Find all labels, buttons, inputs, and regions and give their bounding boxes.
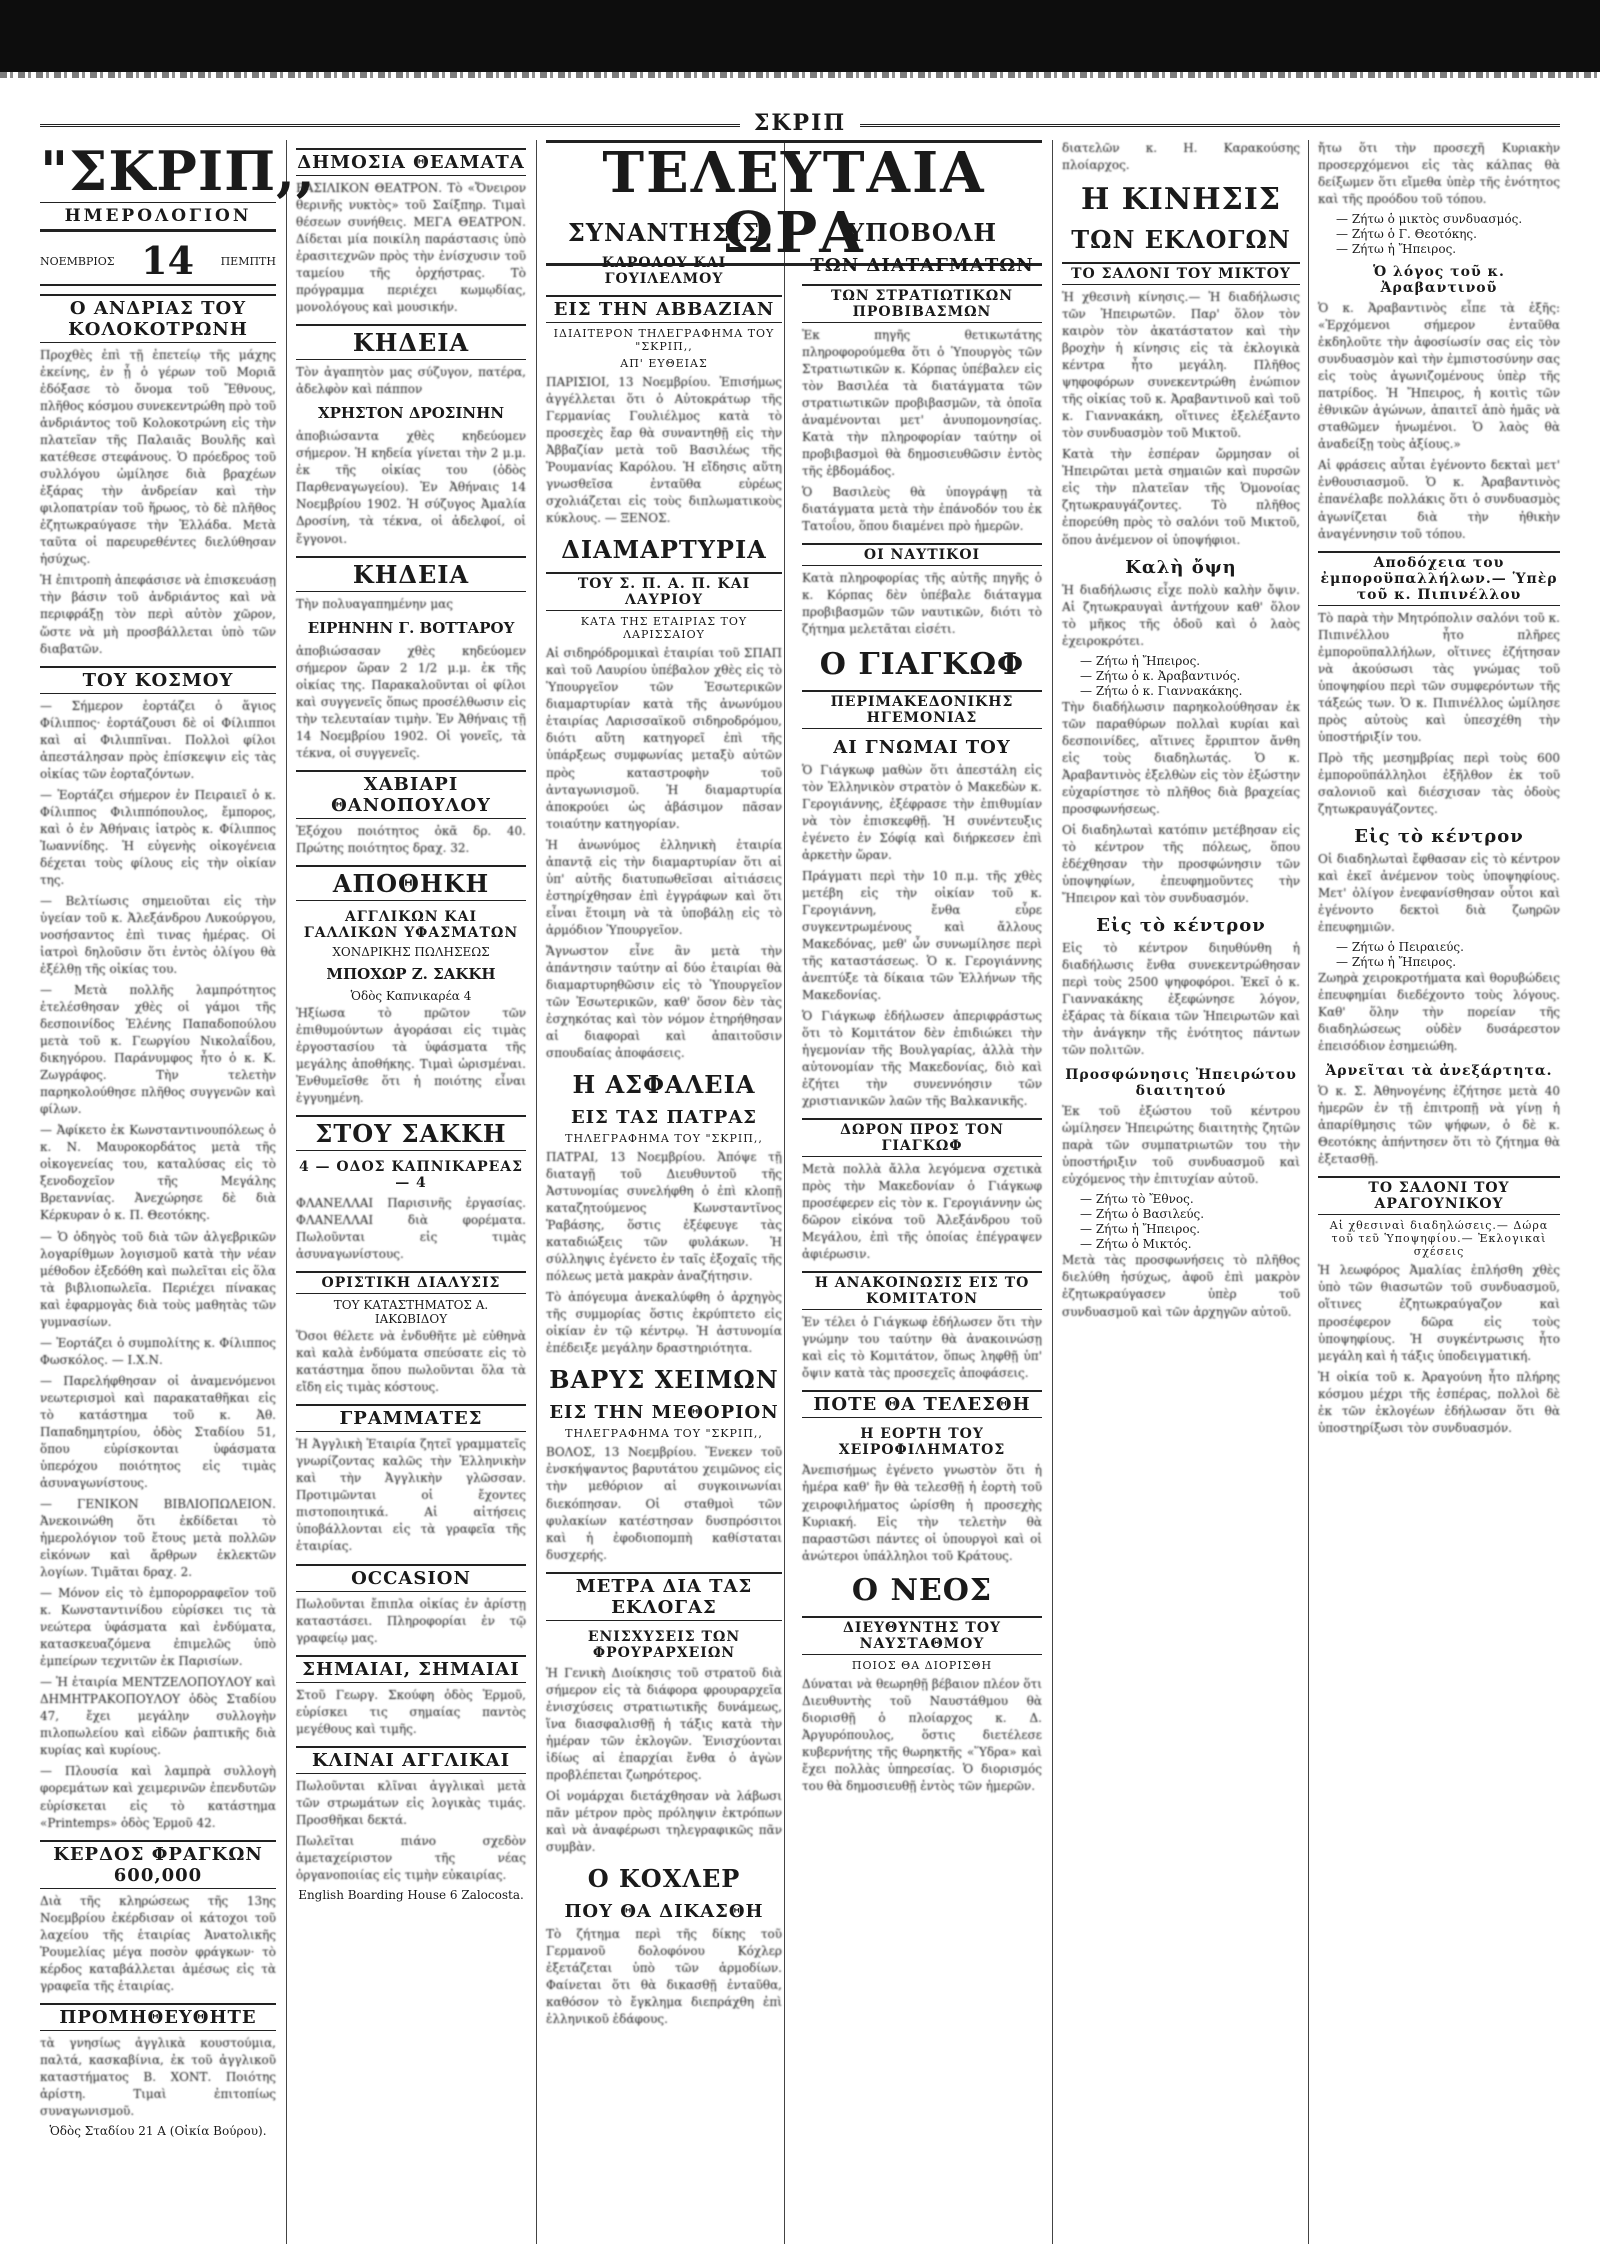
headline-o-neos: Ο ΝΕΟΣ	[851, 1572, 993, 1608]
article-body: τὰ γνησίως ἀγγλικὰ κουστούμια, παλτά, κασκαβίνια, ἐκ τοῦ ἀγγλικοῦ καταστήματος Β. ΧΟΝΤ. Ποιότης ἀρίστη. Τιμαὶ ἐπιτοπίως συναγωνισμοῦ.	[40, 2035, 276, 2118]
headline-kali-opsi: Καλὴ ὄψη	[1125, 556, 1237, 578]
article-body: Πωλεῖται πιάνο σχεδὸν ἀμεταχείριστον τῆς νέας ὀργανοποιίας εἰς τιμὴν εὐκαιρίας.	[296, 1833, 526, 1882]
article-body: Αἱ φράσεις αὗται ἐγένοντο δεκταὶ μετ' ἐνθουσιασμοῦ. Ὁ κ. Ἀραβαντινὸς ἐπανέλαβε πολλάκις ὅτι ὁ συνδυασμὸς ἀγωνίζεται διὰ τὴν ἠθικὴν ἀναγέννησιν τοῦ τόπου.	[1318, 458, 1560, 541]
cheer-line: — Ζήτω ὁ Γ. Θεοτόκης.	[1336, 227, 1477, 242]
column-rule	[1308, 140, 1309, 2244]
headline-saloni-miktou: ΤΟ ΣΑΛΟΝΙ ΤΟΥ ΜΙΚΤΟΥ	[1062, 262, 1300, 285]
article-body: Ὁ Γιάγκωφ ἐδήλωσεν ἀπεριφράστως ὅτι τὸ Κομιτάτον δὲν ἐπιδιώκει τὴν ἡγεμονίαν τῆς Βουλγαρίας, ἀλλὰ τὴν αὐτονομίαν τῆς Μακεδονίας, διὸ καὶ ἐζήτει τὴν συνεννόησιν τῶν χριστιανικῶν λαῶν τῆς Βαλκανικῆς.	[802, 1008, 1042, 1109]
headline-poios: ΠΟΙΟΣ ΘΑ ΔΙΟΡΙΣΘΗ	[851, 1658, 993, 1672]
article-body: Τὴν πολυαγαπημένην μας	[296, 596, 454, 611]
headline-larissaiou: ΚΑΤΑ ΤΗΣ ΕΤΑΙΡΙΑΣ ΤΟΥ ΛΑΡΙΣΣΑΙΟΥ	[580, 615, 748, 642]
article-body: Οἱ διαδηλωταὶ κατόπιν μετέβησαν εἰς τὸ κέντρον τῆς πόλεως, ὅπου ἐδέχθησαν τὴν προσφώνησιν τῶν ὑποψηφίων, ἐπευφημοῦντες τὴν Ἤπειρον καὶ τὸν συνδυασμόν.	[1062, 822, 1300, 905]
headline-nautikoi: ΟΙ ΝΑΥΤΙΚΟΙ	[802, 543, 1042, 566]
advert-address: English Boarding House 6 Zalocosta.	[298, 1887, 524, 1902]
headline-kideia-2: ΚΗΔΕΙΑ	[296, 556, 526, 592]
column-3	[546, 140, 1042, 2244]
article-body: — Μόνον εἰς τὸ ἐμπορορραφεῖον τοῦ κ. Κωνσταντινίδου εὑρίσκει τις τὰ νεώτερα ὑφάσματα καὶ ἐνδύματα, κατασκευαζόμενα ἐπιμελῶς ὑπὸ ἐμπείρων τεχνιτῶν ἐκ Παρισίων.	[40, 1586, 276, 1669]
headline-kideia-1: ΚΗΔΕΙΑ	[296, 324, 526, 360]
dateline-day-number: 14	[141, 238, 195, 283]
article-body: Μετὰ πολλὰ ἄλλα λεγόμενα σχετικὰ πρὸς τὴν Μακεδονίαν ὁ Γιάγκωφ προσέφερεν εἰς τὸν κ. Γερογιάννην ὡς δῶρον εἰκόνα τοῦ Ἀλεξάνδρου τοῦ Μεγάλου, ἐπὶ τῆς ὁποίας ἐπέγραψεν ἀφιέρωσιν.	[802, 1162, 1042, 1262]
article-body: — Βελτίωσις σημειοῦται εἰς τὴν ὑγείαν τοῦ κ. Ἀλεξάνδρου Λυκούργου, νοσήσαντος ἐπὶ τινας ἡμέρας. Οἱ ἰατροὶ δηλοῦσιν ὅτι ἐντὸς ὀλίγου θὰ ἐξέλθῃ τῆς οἰκίας του.	[40, 893, 276, 977]
article-body: Προχθὲς ἐπὶ τῇ ἐπετείῳ τῆς μάχης ἐκείνης, ἐν ᾗ ὁ γέρων τοῦ Μοριᾶ ἐδόξασε τὸ ὄνομα τοῦ Ἔθνους, πλῆθος κόσμου συνεκεντρώθη πρὸ τοῦ ἀνδριάντος τοῦ Κολοκοτρώνη εἰς τὴν πλατεῖαν τῆς Παλαιᾶς Βουλῆς καὶ κατέθεσε στεφάνους. Ὁ πρόεδρος τοῦ συλλόγου ὡμίλησε διὰ βραχέων ἐξάρας τὴν ἀνδρείαν καὶ τὴν φιλοπατρίαν τοῦ ἥρωος, τὸ δὲ πλῆθος ἐζητωκραύγασε τὴν Ἑλλάδα. Μετὰ ταῦτα οἱ παρευρεθέντες διελύθησαν ἡσύχως.	[40, 348, 276, 567]
article-body: — Ἀφίκετο ἐκ Κωνσταντινουπόλεως ὁ κ. Ν. Μαυροκορδάτος μετὰ τῆς οἰκογενείας του, καταλύσας εἰς τὸ ξενοδοχεῖον τῆς Μεγάλης Βρεταννίας. Ἀνεχώρησε δὲ διὰ Κέρκυραν ὁ κ. Π. Θεοτόκης.	[40, 1123, 276, 1223]
running-header-title: ΣΚΡΙΠ	[740, 110, 860, 136]
headline-doron: ΔΩΡΟΝ ΠΡΟΣ ΤΟΝ ΓΙΑΓΚΩΦ	[802, 1118, 1042, 1157]
headline-apothiki: ΑΠΟΘΗΚΗ	[296, 865, 526, 901]
article-body: Τὸ ἀπόγευμα ἀνεκαλύφθη ὁ ἀρχηγὸς τῆς συμμορίας ὅστις ἐκρύπτετο εἰς οἰκίαν ἐν τῷ κέντρῳ. Ἡ ἀστυνομία ἐπέδειξε μεγάλην δραστηριότητα.	[546, 1290, 782, 1356]
headline-chthesinai: Αἱ χθεσιναὶ διαδηλώσεις.— Δώρα τοῦ τεῦ Ὑποψηφίου.— Ἐκλογικαὶ σχέσεις	[1329, 1219, 1549, 1259]
article-body: Ἡ Ἀγγλικὴ Ἑταιρία ζητεῖ γραμματεῖς γνωρίζοντας καλῶς τὴν Ἑλληνικὴν καὶ τὴν Ἀγγλικὴν γλῶσσαν. Προτιμῶνται οἱ ἔχοντες πιστοποιητικά. Αἱ αἰτήσεις ὑποβάλλονται εἰς τὰ γραφεῖα τῆς ἑταιρίας.	[296, 1437, 526, 1554]
deceased-name-2: ΕΙΡΗΝΗΝ Γ. ΒΟΤΤΑΡΟΥ	[307, 618, 515, 637]
headline-kinisis: Η ΚΙΝΗΣΙΣ	[1080, 182, 1282, 218]
masthead-title: "ΣΚΡΙΠ,,	[40, 139, 316, 203]
headline-giagkof: Ο ΓΙΑΓΚΩΦ	[819, 646, 1025, 682]
article-body: — Σήμερον ἑορτάζει ὁ ἅγιος Φίλιππος· ἑορτάζουσι δὲ οἱ Φίλιπποι καὶ αἱ Φιλιππῖναι. Πολλοὶ φίλοι ἀπεστάλησαν πρὸς ἐπίσκεψιν εἰς τὰς οἰκίας τῶν ἑορταζόντων.	[40, 698, 276, 781]
headline-synantisis: ΣΥΝΑΝΤΗΣΙΣ	[567, 218, 761, 247]
headline-tou-kosmou: ΤΟΥ ΚΟΣΜΟΥ	[40, 666, 276, 694]
article-body: Ἡ ἐπιτροπὴ ἀπεφάσισε νὰ ἐπισκευάσῃ τὴν βάσιν τοῦ ἀνδριάντος καὶ νὰ περιφράξῃ τὸν περὶ αὐτὸν χῶρον, ὥστε νὰ μὴ προσβάλλεται ὑπὸ τῶν διαβατῶν.	[40, 573, 276, 656]
article-body: — Μετὰ πολλῆς λαμπρότητος ἐτελέσθησαν χθὲς οἱ γάμοι τῆς δεσποινίδος Ἑλένης Παπαδοπούλου μετὰ τοῦ κ. Γεωργίου Νικολαΐδου, δικηγόρου. Παράνυμφος ἦτο ὁ κ. Κ. Ζωγράφος. Τὴν τελετὴν παρηκολούθησε πλῆθος συγγενῶν καὶ φίλων.	[40, 983, 276, 1117]
article-body: ἤτω ὅτι τὴν προσεχῆ Κυριακὴν προσερχόμενοι εἰς τὰς κάλπας θὰ δείξωμεν ὅτι εἴμεθα ὑπὲρ τῆς ἑνότητος καὶ τῆς προόδου τοῦ τόπου.	[1318, 141, 1560, 207]
article-body: Ὁ κ. Σ. Ἀθηνογένης ἐζήτησε μετὰ 40 ἡμερῶν ἐν τῇ ἐπιτροπῇ νὰ γίνῃ ἡ ἀπαρίθμησις τῶν ψήφων, ὁ δὲ κ. Θεοτόκης ἀπήντησεν ὅτι τὸ ζήτημα θὰ ἐξετασθῇ.	[1318, 1084, 1560, 1167]
headline-pou-tha-dikasthi: ΠΟΥ ΘΑ ΔΙΚΑΣΘΗ	[564, 1900, 764, 1922]
column-rule	[536, 140, 537, 2244]
article-body: Δύναται νὰ θεωρηθῇ βέβαιον πλέον ὅτι Διευθυντὴς τοῦ Ναυστάθμου θὰ διορισθῇ ὁ πλοίαρχος κ. Δ. Ἀργυρόπουλος, ὅστις διετέλεσε κυβερνήτης τῆς θωρηκτῆς «Ὕδρα» καὶ ἔχει πολλὰς ὑπηρεσίας. Ὁ διορισμός του θὰ δημοσιευθῇ ἐντὸς τῶν ἡμερῶν.	[802, 1676, 1042, 1793]
cheer-line: — Ζήτω ἡ Ἤπειρος.	[1336, 242, 1457, 257]
headline-eis-to-kentron: Εἰς τὸ κέντρον	[1096, 915, 1266, 937]
dateline-month: ΝΟΕΜΒΡΙΟΣ	[40, 254, 115, 268]
column-5	[1062, 140, 1300, 2244]
cheer-line: — Ζήτω τὸ Ἔθνος.	[1080, 1192, 1194, 1207]
telegram-credit-2: ΑΠ' ΕΥΘΕΙΑΣ	[620, 357, 708, 370]
article-body: Πωλοῦνται κλῖναι ἀγγλικαὶ μετὰ τῶν στρωμάτων εἰς λογικὰς τιμάς. Προσθῆκαι δεκτά.	[296, 1778, 526, 1827]
article-body: Ἡ διαδήλωσις εἶχε πολὺ καλὴν ὄψιν. Αἱ ζητωκραυγαὶ ἀντήχουν καθ' ὅλον τὸ μῆκος τῆς ὁδοῦ καὶ ὁ λαὸς ἐχειροκρότει.	[1062, 582, 1300, 648]
cheer-line: — Ζήτω ἡ Ἤπειρος.	[1080, 653, 1201, 668]
calendar-heading: ΗΜΕΡΟΛΟΓΙΟΝ	[40, 202, 276, 230]
cheer-line: — Ζήτω ἡ Ἤπειρος.	[1080, 1222, 1201, 1237]
headline-naustathmou: ΔΙΕΥΘΥΝΤΗΣ ΤΟΥ ΝΑΥΣΤΑΘΜΟΥ	[802, 1616, 1042, 1655]
headline-diatagmaton: ΤΩΝ ΔΙΑΤΑΓΜΑΤΩΝ	[810, 255, 1034, 276]
article-body: Ὁ Βασιλεὺς θὰ ὑπογράψῃ τὰ διατάγματα μετὰ τὴν ἐπάνοδόν του ἐκ Τατοΐου, ὅπου διαμένει πρὸ ἡμερῶν.	[802, 485, 1042, 534]
cheer-line: — Ζήτω ἡ Ἤπειρος.	[1336, 955, 1457, 970]
advert-address-banner: 4 — ΟΔΟΣ ΚΑΠΝΙΚΑΡΕΑΣ — 4	[298, 1159, 524, 1192]
article-body: Εἰς τὸ κέντρον διηυθύνθη ἡ διαδήλωσις ἔνθα συνεκεντρώθησαν περὶ τοὺς 2500 ψηφοφόροι. Ἐκεῖ ὁ κ. Γιαννακάκης ἐξεφώνησε λόγον, ἐξάρας τὰ δίκαια τῶν Ἠπειρωτῶν καὶ τὴν ἀνάγκην τῆς ἑνότητος πάντων τῶν πολιτῶν.	[1062, 941, 1300, 1058]
article-body: Ἡ οἰκία τοῦ κ. Ἀραγούνη ἦτο πλήρης κόσμου μέχρι τῆς ἑσπέρας, πολλοὶ δὲ ἐκ τῶν ἐκλογέων ἐδήλωσαν ὅτι θὰ ὑποστηρίξωσι τὸν συνδυασμόν.	[1318, 1369, 1560, 1435]
article-body: Πρὸ τῆς μεσημβρίας περὶ τοὺς 600 ἐμποροϋπάλληλοι ἐξῆλθον ἐκ τοῦ σαλονιοῦ καὶ διέσχισαν τὰς ὁδοὺς ζητωκραυγάζοντες.	[1318, 750, 1560, 816]
headline-apodocheia: Αποδόχεια του ἐμποροϋπαλλήλων.— Ὑπὲρ τοῦ κ. Πιπινέλλου	[1318, 551, 1560, 606]
cheer-line: — Ζήτω ὁ Μικτός.	[1080, 1237, 1192, 1252]
article-body: — Ἡ ἑταιρία ΜΕΝΤΖΕΛΟΠΟΥΛΟΥ καὶ ΔΗΜΗΤΡΑΚΟΠΟΥΛΟΥ ὁδὸς Σταδίου 47, ἔχει μεγάλην συλλογὴν πιλοπωλείου καὶ εἰδῶν ῥαπτικῆς διὰ κυρίας καὶ κυρίους.	[40, 1675, 276, 1758]
headline-simaiai: ΣΗΜΑΙΑΙ, ΣΗΜΑΙΑΙ	[296, 1655, 526, 1683]
advert-address: Ὁδὸς Σταδίου 21 Α (Οἰκία Βούρου).	[49, 2123, 267, 2138]
cheer-line: — Ζήτω ὁ Πειραιεύς.	[1336, 940, 1464, 955]
article-body: Διὰ τῆς κληρώσεως τῆς 13ης Νοεμβρίου ἐκέρδισαν οἱ κάτοχοι τοῦ λαχείου τῆς ἑταιρίας Ἀνατολικῆς Ῥουμελίας μέγα ποσὸν φράγκων· τὸ κέρδος καταβάλλεται ἀμέσως εἰς τὰ γραφεῖα τῆς ἑταιρίας.	[40, 1893, 276, 1993]
cheer-line: — Ζήτω ὁ μικτὸς συνδυασμός.	[1336, 212, 1523, 227]
article-body: ἀποβιώσαντα χθὲς κηδεύομεν σήμερον. Ἡ κηδεία γίνεται τὴν 2 μ.μ. ἐκ τῆς οἰκίας του (ὁδὸς Παρθεναγωγείου). Ἐν Ἀθήναις 14 Νοεμβρίου 1902. Ἡ σύζυγος Ἀμαλία Δροσίνη, τὰ τέκνα, οἱ ἀδελφοί, οἱ ἔγγονοι.	[296, 429, 526, 546]
article-body: Αἱ σιδηρόδρομικαὶ ἑταιρίαι τοῦ ΣΠΑΠ καὶ τοῦ Λαυρίου ὑπέβαλον χθὲς εἰς τὸ Ὑπουργεῖον τῶν Ἐσωτερικῶν διαμαρτυρίαν κατὰ τῆς ἀνωνύμου ἑταιρίας Λαρισσαϊκοῦ σιδηροδρόμου, διότι αὕτη κατηγορεῖ ἐπὶ τῆς ὑπάρξεως συμφωνίας μεταξὺ αὐτῶν πρὸς καταστροφὴν τοῦ ἀνταγωνισμοῦ. Ἡ διαμαρτυρία ἀποκρούει ὡς ἀβάσιμον πᾶσαν τοιαύτην κατηγορίαν.	[546, 646, 782, 831]
advert-line: ΤΟΥ ΚΑΤΑΣΤΗΜΑΤΟΣ Α. ΙΑΚΩΒΙΔΟΥ	[333, 1298, 489, 1327]
dateline	[40, 238, 276, 286]
article-body: Ἄγνωστον εἶνε ἂν μετὰ τὴν ἀπάντησιν ταύτην αἱ δύο ἑταιρίαι θὰ διαμαρτυρηθῶσιν εἰς τὸ Ὑπουργεῖον τῶν Ἐσωτερικῶν, καθ' ὅσον δὲν τὰς ἐσχηκότας καὶ τὸν νόμον ἐτηρήθησαν αἱ διαφοραὶ καὶ ἀπαιτοῦσιν σπουδαίας ἀποφάσεις.	[546, 943, 782, 1060]
advert-merchant: ΜΠΟΧΩΡ Ζ. ΣΑΚΚΗ	[326, 964, 496, 983]
deceased-name-1: ΧΡΗΣΤΟΝ ΔΡΟΣΙΝΗΝ	[317, 404, 505, 423]
headline-varys-cheimon: ΒΑΡΥΣ ΧΕΙΜΩΝ	[549, 1365, 779, 1395]
article-body: Μετὰ τὰς προσφωνήσεις τὸ πλῆθος διελύθη ἡσύχως, ἀφοῦ ἐπὶ μακρὸν ἐζητωκραύγασεν ὑπὲρ τοῦ συνδυασμοῦ καὶ τῶν ἀρχηγῶν αὐτοῦ.	[1062, 1253, 1300, 1319]
article-body: Ζωηρὰ χειροκροτήματα καὶ θορυβώδεις ἐπευφημίαι διεδέχοντο τοὺς λόγους. Καθ' ὅλην τὴν πορείαν τῆς διαδηλώσεως οὐδὲν δυσάρεστον ἐπεισόδιον ἐσημειώθη.	[1318, 971, 1560, 1054]
advert-address: Ὁδὸς Καπνικαρέα 4	[350, 988, 472, 1003]
headline-kerdos-fragkon: ΚΕΡΔΟΣ ΦΡΑΓΚΩΝ 600,000	[40, 1840, 276, 1889]
headline-asfaleia: Η ΑΣΦΑΛΕΙΑ	[572, 1070, 756, 1100]
headline-saloni-aragouni: ΤΟ ΣΑΛΟΝΙ ΤΟΥ ΑΡΑΓΟΥΝΙΚΟΥ	[1318, 1176, 1560, 1215]
dateline-weekday: ΠΕΜΠΤΗ	[220, 254, 276, 268]
article-body: Ἐκ τοῦ ἐξώστου τοῦ κέντρου ὡμίλησεν Ἠπειρώτης διαιτητὴς ζητῶν παρὰ τῶν συμπατριωτῶν του τὴν ὑποστήριξιν τοῦ συνδυασμοῦ καὶ εὐχόμενος τὴν ἐπιτυχίαν αὐτοῦ.	[1062, 1104, 1300, 1187]
headline-oristiki-dialysis: ΟΡΙΣΤΙΚΗ ΔΙΑΛΥΣΙΣ	[296, 1271, 526, 1294]
column-1	[40, 139, 316, 2244]
article-body: Ἐν τέλει ὁ Γιάγκωφ ἐδήλωσεν ὅτι τὴν γνώμην του ταύτην θὰ ἀνακοινώσῃ καὶ εἰς τὸ Κομιτάτον, ὅπως ληφθῇ ὑπ' ὄψιν κατὰ τὰς προσεχεῖς ἀποφάσεις.	[802, 1315, 1042, 1381]
article-body: Ἐκ πηγῆς θετικωτάτης πληροφορούμεθα ὅτι ὁ Ὑπουργὸς τῶν Στρατιωτικῶν κ. Κόρπας ὑπέβαλεν εἰς τὸν Βασιλέα τὰ διατάγματα τῶν στρατιωτικῶν προβιβασμῶν, τὰ ὁποῖα ἀναμένονται μετ' ἀνυπομονησίας. Κατὰ τὴν πληροφορίαν ταύτην οἱ προβιβασμοὶ θὰ δημοσιευθῶσιν ἐντὸς τῆς ἑβδομάδος.	[802, 328, 1042, 479]
article-body: Τὸν ἀγαπητὸν μας σύζυγον, πατέρα, ἀδελφὸν καὶ πάππον	[296, 365, 526, 397]
scan-edge-noise	[0, 72, 1600, 78]
column-6	[1318, 140, 1560, 2244]
cheer-line: — Ζήτω ὁ Βασιλεύς.	[1080, 1207, 1205, 1222]
article-body: ΒΟΛΟΣ, 13 Νοεμβρίου. Ἕνεκεν τοῦ ἐνσκήψαντος βαρυτάτου χειμῶνος εἰς τὴν μεθόριον αἱ συγκοινωνίαι διεκόπησαν. Οἱ σταθμοὶ τῶν φυλακίων κατέστησαν δυσπρόσιτοι καὶ ἡ ἐφοδιοπομπὴ καθίσταται δυσχερής.	[546, 1445, 782, 1562]
column-rule	[286, 140, 287, 2244]
headline-frourarcheion: ΕΝΙΣΧΥΣΕΙΣ ΤΩΝ ΦΡΟΥΡΑΡΧΕΙΩΝ	[587, 1628, 741, 1661]
article-body: — Πλουσία καὶ λαμπρὰ συλλογὴ φορεμάτων καὶ χειμερινῶν ἐπενδυτῶν εὑρίσκεται εἰς τὸ κατάστημα «Printemps» ὁδὸς Ἑρμοῦ 42.	[40, 1764, 276, 1830]
headline-ypovoli: ΥΠΟΒΟΛΗ	[846, 218, 998, 247]
headline-eklogon: ΤΩΝ ΕΚΛΟΓΩΝ	[1071, 225, 1291, 255]
headline-pote-tha-telesthi: ΠΟΤΕ ΘΑ ΤΕΛΕΣΘΗ	[802, 1390, 1042, 1418]
article-body: — Παρελήφθησαν οἱ ἀναμενόμενοι νεωτερισμοὶ καὶ παρακαταθῆκαι εἰς τὸ κατάστημα τοῦ κ. Ἀθ. Παπαδημητρίου, ὁδὸς Σταδίου 51, ὅπου εὑρίσκονται ὑφάσματα ὑπερόχου ποιότητος εἰς τιμὰς ἀσυναγωνίστους.	[40, 1373, 276, 1490]
article-body: Ὁ Γιάγκωφ μαθὼν ὅτι ἀπεστάλη εἰς τὸν Ἑλληνικὸν στρατὸν ὁ Μακεδὼν κ. Γερογιάννης, ἐξέφρασε τὴν ἐπιθυμίαν νὰ τὸν ἐπισκεφθῇ. Ἡ συνέντευξις ἐγένετο ἐν Σόφίᾳ καὶ διήρκεσεν ἐπὶ ἀρκετὴν ὥραν.	[802, 762, 1042, 862]
column-4	[802, 210, 1042, 1799]
headline-igemonias: ΠΕΡΙΜΑΚΕΔΟΝΙΚΗΣ ΗΓΕΜΟΝΙΑΣ	[802, 690, 1042, 729]
column-3a	[546, 210, 782, 2032]
headline-provivasmon: ΤΩΝ ΣΤΡΑΤΙΩΤΙΚΩΝ ΠΡΟΒΙΒΑΣΜΩΝ	[802, 284, 1042, 323]
headline-gnomai: ΑΙ ΓΝΩΜΑΙ ΤΟΥ	[833, 736, 1011, 758]
article-body: Ἐξόχου ποιότητος ὀκᾶ δρ. 40. Πρώτης ποιότητος δραχ. 32.	[296, 823, 526, 855]
article-body: Ἡ ἀνωνύμος ἑλληνικὴ ἑταιρία ἀπαντᾷ εἰς τὴν διαμαρτυρίαν ὅτι αἱ ὑπ' αὐτῆς διατυπωθεῖσαι αἰτιάσεις ἐστηρίχθησαν ἐπὶ ἐγγράφων καὶ ὅτι εἶναι ἕτοιμη νὰ τὰ ὑποβάλῃ εἰς τὸ ἁρμόδιον Ὑπουργεῖον.	[546, 837, 782, 937]
headline-promitheutite: ΠΡΟΜΗΘΕΥΘΗΤΕ	[40, 2003, 276, 2031]
running-header	[40, 110, 1560, 136]
headline-metra-eklogas: ΜΕΤΡΑ ΔΙΑ ΤΑΣ ΕΚΛΟΓΑΣ	[546, 1572, 782, 1621]
cheer-line: — Ζήτω ὁ κ. Ἀραβαντινός.	[1080, 668, 1241, 683]
headline-cheirofilimatos: Η ΕΟΡΤΗ ΤΟΥ ΧΕΙΡΟΦΙΛΗΜΑΤΟΣ	[838, 1426, 1006, 1459]
telegram-credit: ΙΔΙΑΙΤΕΡΟΝ ΤΗΛΕΓΡΑΦΗΜΑ ΤΟΥ "ΣΚΡΙΠ,,	[553, 327, 775, 353]
article-body: — Ἐορτάζει σήμερον ἐν Πειραιεῖ ὁ κ. Φίλιππος Φιλιππόπουλος, ἔμπορος, καὶ ὁ ἐν Ἀθήναις ἰατρὸς κ. Φίλιππος Ἰωαννίδης. Ἡ εὐγενὴς οἰκογένεια δέχεται τοὺς φίλους εἰς τὴν οἰκίαν της.	[40, 787, 276, 887]
telegram-credit: ΤΗΛΕΓΡΑΦΗΜΑ ΤΟΥ "ΣΚΡΙΠ,,	[565, 1427, 763, 1441]
article-body: Ἡ λεωφόρος Ἀμαλίας ἐπλήσθη χθὲς ὑπὸ τῶν θιασωτῶν τοῦ συνδυασμοῦ, οἵτινες ἐζητωκραύγαζον καὶ προσέφερον δῶρα εἰς τοὺς ὑποψηφίους. Ἡ συγκέντρωσις ἦτο μεγάλη καὶ ἡ τάξις ὑποδειγματική.	[1318, 1263, 1560, 1363]
headline-logos-aravantinou: Ὁ λόγος τοῦ κ. Ἀραβαντινοῦ	[1373, 264, 1505, 297]
advert-line: ΧΟΝΔΡΙΚΗΣ ΠΩΛΗΣΕΩΣ	[332, 944, 490, 959]
headline-grammates: ΓΡΑΜΜΑΤΕΣ	[296, 1404, 526, 1432]
headline-occasion: OCCASION	[296, 1564, 526, 1592]
newspaper-page	[40, 104, 1560, 2244]
masthead	[40, 139, 316, 232]
headline-eis-to-kentron-2: Εἰς τὸ κέντρον	[1354, 825, 1524, 847]
article-body: Οἱ διαδηλωταὶ ἔφθασαν εἰς τὸ κέντρον καὶ ἐκεῖ ἀνέμενον τοὺς ὑποψηφίους. Μετ' ὀλίγον ἐνεφανίσθησαν οὗτοι καὶ ἐγένοντο δεκτοὶ διὰ ζωηρῶν ἐπευφημιῶν.	[1318, 851, 1560, 935]
headline-yfasmata: ΑΓΓΛΙΚΩΝ ΚΑΙ ΓΑΛΛΙΚΩΝ ΥΦΑΣΜΑΤΩΝ	[303, 908, 519, 941]
scan-top-band	[0, 0, 1600, 72]
article-body: ΒΑΣΙΛΙΚΟΝ ΘΕΑΤΡΟΝ. Τὸ «Ὄνειρον θερινῆς νυκτὸς» τοῦ Σαίξπηρ. Τιμαὶ θέσεων συνήθεις. ΜΕΓΑ ΘΕΑΤΡΟΝ. Δίδεται μία ποικίλη παράστασις ὑπὸ ἐρασιτεχνῶν πρὸς τὴν ἐνίσχυσιν τοῦ ταμείου τῆς ὀρχήστρας. Τὸ πρόγραμμα περιέχει κωμῳδίας, μονολόγους καὶ μουσικήν.	[296, 181, 526, 315]
headline-chaviari: ΧΑΒΙΑΡΙ ΘΑΝΟΠΟΥΛΟΥ	[296, 770, 526, 819]
headline-arneitai: Ἀρνεῖται τὰ ἀνεξάρτητα.	[1325, 1063, 1553, 1080]
headline-spap-lavriou: ΤΟΥ Σ. Π. Α. Π. ΚΑΙ ΛΑΥΡΙΟΥ	[546, 572, 782, 611]
telegram-credit: ΤΗΛΕΓΡΑΦΗΜΑ ΤΟΥ "ΣΚΡΙΠ,,	[565, 1132, 763, 1146]
article-body: — Ὁ ὁδηγὸς τοῦ διὰ τῶν ἀλγεβρικῶν λογαρίθμων λογισμοῦ κατὰ τὴν νέαν μέθοδον ἐξεδόθη καὶ πωλεῖται εἰς ὅλα τὰ βιβλιοπωλεῖα. Περιέχει πίνακας καὶ ἐφαρμογὰς διὰ τοὺς μαθητὰς τῶν γυμνασίων.	[40, 1229, 276, 1329]
column-rule	[1052, 140, 1053, 2244]
headline-prosfonisis: Προσφώνησις Ἠπειρώτου διαιτητού	[1065, 1067, 1297, 1100]
headline-diamartyria: ΔΙΑΜΑΡΤΥΡΙΑ	[561, 535, 767, 565]
headline-methorion: ΕΙΣ ΤΗΝ ΜΕΘΟΡΙΟΝ	[549, 1402, 779, 1424]
article-body: Τὸ ζήτημα περὶ τῆς δίκης τοῦ Γερμανοῦ δολοφόνου Κόχλερ ἐξετάζεται ὑπὸ τῶν ἁρμοδίων. Φαίνεται ὅτι θὰ δικασθῇ ἐνταῦθα, καθόσον τὸ ἔγκλημα διεπράχθη ἐπὶ ἑλληνικοῦ ἐδάφους.	[546, 1926, 782, 2027]
article-body: Ἠξίωσα τὸ πρῶτον τῶν ἐπιθυμούντων ἀγοράσαι εἰς τιμὰς ἐργοστασίου τὰ ὑφάσματα τῆς μεγάλης ἀποθήκης. Τιμαὶ ὡρισμέναι. Ἐνθυμεῖσθε ὅτι ἡ ποιότης εἶναι ἐγγυημένη.	[296, 1005, 526, 1105]
banner-teleutaia-ora: ΤΕΛΕΥΤΑΙΑ ΩΡΑ	[546, 140, 1042, 266]
cheer-line: — Ζήτω ὁ κ. Γιαννακάκης.	[1080, 683, 1243, 698]
column-2	[296, 140, 526, 2244]
article-body: Κατὰ τὴν ἑσπέραν ὤρμησαν οἱ Ἠπειρῶται μετὰ σημαιῶν καὶ πυρσῶν εἰς τὴν πλατεῖαν τῆς Ὁμονοίας ζητωκραυγάζοντες. Τὸ πλῆθος ἐπορεύθη πρὸς τὸ σαλόνι τοῦ Μικτοῦ, ὅπου ἀνέμενον οἱ ὑποψήφιοι.	[1062, 447, 1300, 547]
article-body: Ἀνεπισήμως ἐγένετο γνωστὸν ὅτι ἡ ἡμέρα καθ' ἣν θὰ τελεσθῇ ἡ ἑορτὴ τοῦ χειροφιλήματος ὡρίσθη ἡ προσεχὴς Κυριακή. Εἰς τὴν τελετὴν θὰ παραστῶσι πάντες οἱ ὑπουργοὶ καὶ οἱ ἀνώτεροι ὑπάλληλοι τοῦ Κράτους.	[802, 1463, 1042, 1563]
article-body: Τὴν διαδήλωσιν παρηκολούθησαν ἐκ τῶν παραθύρων πολλαὶ κυρίαι καὶ δεσποινίδες, αἵτινες ἔρριπτον ἄνθη εἰς τοὺς διαδηλωτάς. Ὁ κ. Ἀραβαντινὸς ἐξελθὼν εἰς τὸν ἐξώστην εὐχαρίστησε τὸ πλῆθος διὰ βραχείας προσφωνήσεως.	[1062, 699, 1300, 816]
headline-klinai: ΚΛΙΝΑΙ ΑΓΓΛΙΚΑΙ	[296, 1746, 526, 1774]
article-body: — Ἐορτάζει ὁ συμπολίτης κ. Φίλιππος Φωσκόλος. — Ι.Χ.Ν.	[40, 1335, 276, 1367]
headline-stou-sakki: ΣΤΟΥ ΣΑΚΚΗ	[296, 1115, 526, 1151]
headline-dimosia-theamata: ΔΗΜΟΣΙΑ ΘΕΑΜΑΤΑ	[296, 148, 526, 176]
article-body: Ἡ Γενικὴ Διοίκησις τοῦ στρατοῦ διὰ σήμερον εἰς τὰ διάφορα φρουραρχεῖα ἐνισχύσεις στρατιωτικῆς δυνάμεως, ἵνα διασφαλισθῇ ἡ τάξις κατὰ τὴν ἡμέραν τῶν ἐκλογῶν. Ἐνισχύονται ἰδίως αἱ ἐπαρχίαι ἔνθα ὁ ἀγὼν προβλέπεται ζωηρότερος.	[546, 1665, 782, 1782]
headline-anakoinosis: Η ΑΝΑΚΟΙΝΩΣΙΣ ΕΙΣ ΤΟ ΚΟΜΙΤΑΤΟΝ	[802, 1271, 1042, 1310]
headline-kolokotronis-statue: Ο ΑΝΔΡΙΑΣ ΤΟΥ ΚΟΛΟΚΟΤΡΩΝΗ	[40, 294, 276, 343]
article-body: ἀποβιώσασαν χθὲς κηδεύομεν σήμερον ὥραν 2 1/2 μ.μ. ἐκ τῆς οἰκίας της. Παρακαλοῦνται οἱ φίλοι καὶ συγγενεῖς ὅπως προσέλθωσιν εἰς τὴν τελευταίαν τιμὴν. Ἐν Ἀθήναις τῇ 14 Νοεμβρίου 1902. Οἱ γονεῖς, τὰ τέκνα, οἱ συγγενεῖς.	[296, 643, 526, 760]
headline-karolou: ΚΑΡΟΛΟΥ ΚΑΙ ΓΟΥΙΛΕΛΜΟΥ	[601, 255, 727, 287]
headline-patras: ΕΙΣ ΤΑΣ ΠΑΤΡΑΣ	[570, 1107, 758, 1129]
article-body: ΠΑΤΡΑΙ, 13 Νοεμβρίου. Ἀπόψε τῇ διαταγῇ τοῦ Διευθυντοῦ τῆς Ἀστυνομίας συνελήφθη ὁ ἐπὶ κλοπῇ καταζητούμενος Κωνσταντῖνος Ῥαβάσης, ὅστις ἐξέφευγε τὰς καταδιώξεις τῶν φυλάκων. Ἡ σύλληψις ἐγένετο ἐν ταῖς ἐξοχαῖς τῆς πόλεως μετὰ μακρὰν ἀναζήτησιν.	[546, 1150, 782, 1284]
article-body: ΠΑΡΙΣΙΟΙ, 13 Νοεμβρίου. Ἐπισήμως ἀγγέλλεται ὅτι ὁ Αὐτοκράτωρ τῆς Γερμανίας Γουλιέλμος κατὰ τὸ προσεχὲς ἔαρ θὰ συναντηθῇ εἰς τὴν Ἀββαζίαν μετὰ τοῦ Βασιλέως τῆς Ῥουμανίας Καρόλου. Ἡ εἴδησις αὕτη γνωσθεῖσα ἐνταῦθα εὐρέως σχολιάζεται εἰς τοὺς διπλωματικοὺς κύκλους. — ΞΕΝΟΣ.	[546, 375, 782, 526]
article-body: Στοῦ Γεωργ. Σκούφη ὁδὸς Ἑρμοῦ, εὑρίσκει τις σημαίας παντὸς μεγέθους καὶ τιμῆς.	[296, 1687, 526, 1736]
article-body: Οἱ νομάρχαι διετάχθησαν νὰ λάβωσι πᾶν μέτρον πρὸς πρόληψιν ἐκτρόπων καὶ νὰ ἀναφέρωσι τηλεγραφικῶς πᾶν συμβὰν.	[546, 1788, 782, 1854]
article-body: Ὅσοι θέλετε νὰ ἐνδυθῆτε μὲ εὐθηνὰ καὶ καλὰ ἐνδύματα σπεύσατε εἰς τὸ κατάστημα ὅπου πωλοῦνται ὅλα τὰ εἴδη εἰς τιμὰς κόστους.	[296, 1329, 526, 1395]
article-body: ΦΛΑΝΕΛΛΑΙ Παρισινῆς ἐργασίας. ΦΛΑΝΕΛΛΑΙ διὰ φορέματα. Πωλοῦνται εἰς τιμὰς ἀσυναγωνίστους.	[296, 1196, 526, 1262]
article-body: — ΓΕΝΙΚΟΝ ΒΙΒΛΙΟΠΩΛΕΙΟΝ. Ἀνεκοινώθη ὅτι ἐκδίδεται τὸ ἡμερολόγιον τοῦ ἔτους μετὰ πολλῶν εἰκόνων καὶ ἄρθρων ἐκλεκτῶν λογίων. Τιμᾶται δραχ. 2.	[40, 1496, 276, 1580]
headline-kochler: Ο ΚΟΧΛΕΡ	[587, 1863, 741, 1893]
article-body: Τὸ παρὰ τὴν Μητρόπολιν σαλόνι τοῦ κ. Πιπινέλλου ἦτο πλῆρες ἐμποροϋπαλλήλων, οἵτινες ἐζήτησαν νὰ ἀκούσωσι τὰς γνώμας τοῦ ὑποψηφίου περὶ τῶν συμφερόντων τῆς τάξεώς των. Ὁ κ. Πιπινέλλος ὡμίλησε πρὸς αὐτοὺς καὶ ὑπεσχέθη τὴν ὑποστήριξίν του.	[1318, 610, 1560, 744]
article-body: Ὁ κ. Ἀραβαντινὸς εἶπε τὰ ἑξῆς: «Ἐρχόμενοι σήμερον ἐνταῦθα ἐκδηλοῦτε τὴν ἀφοσίωσίν σας εἰς τὸν συνδυασμὸν καὶ τὴν ἐμπιστοσύνην σας εἰς τοὺς ἀγωνιζομένους ὑπὲρ τῆς πατρίδος. Ἡ Ἤπειρος, ἡ κοιτὶς τῶν ἐθνικῶν ἀγώνων, ἀπαιτεῖ ἀπὸ ἡμᾶς νὰ σταθῶμεν ἡνωμένοι. Ὁ λαὸς θὰ ἀναδείξῃ τοὺς ἀξίους.»	[1318, 301, 1560, 452]
article-body: Ἡ χθεσινὴ κίνησις.— Ἡ διαδήλωσις τῶν Ἠπειρωτῶν. Παρ' ὅλον τὸν καιρὸν τὸν ἀκατάστατον καὶ τὴν βροχὴν ἡ κίνησις εἰς τὰ ἐκλογικὰ κέντρα ἦτο μεγάλη. Πλῆθος ψηφοφόρων συνεκεντρώθη ἐνώπιον τῆς οἰκίας τοῦ κ. Ἀραβαντινοῦ καὶ τοῦ κ. Γιαννακάκη, οἵτινες ἐξελέξαντο τὸν συνδυασμὸν τοῦ Μικτοῦ.	[1062, 290, 1300, 441]
headline-abbazia: ΕΙΣ ΤΗΝ ΑΒΒΑΖΙΑΝ	[546, 295, 782, 323]
article-body: Κατὰ πληροφορίας τῆς αὐτῆς πηγῆς ὁ κ. Κόρπας δὲν ὑπέβαλε διάταγμα προβιβασμῶν τῶν ναυτικῶν, διότι τὸ ζήτημα μελετᾶται εἰσέτι.	[802, 571, 1042, 637]
article-body: διατελῶν κ. Η. Καρακούσης πλοίαρχος.	[1062, 141, 1300, 173]
article-body: Πωλοῦνται ἔπιπλα οἰκίας ἐν ἀρίστῃ καταστάσει. Πληροφορίαι ἐν τῷ γραφείῳ μας.	[296, 1596, 526, 1645]
article-body: Πράγματι περὶ τὴν 10 π.μ. τῆς χθὲς μετέβη εἰς τὴν οἰκίαν τοῦ κ. Γερογιάννη, ἔνθα εὗρε συγκεντρωμένους καὶ ἄλλους Μακεδόνας, μεθ' ὧν συνωμίλησε περὶ τῆς καταστάσεως. Ὁ κ. Γερογιάννης ἀνεπτύξε τὰ δίκαια τῶν Ἑλλήνων τῆς Μακεδονίας.	[802, 868, 1042, 1002]
